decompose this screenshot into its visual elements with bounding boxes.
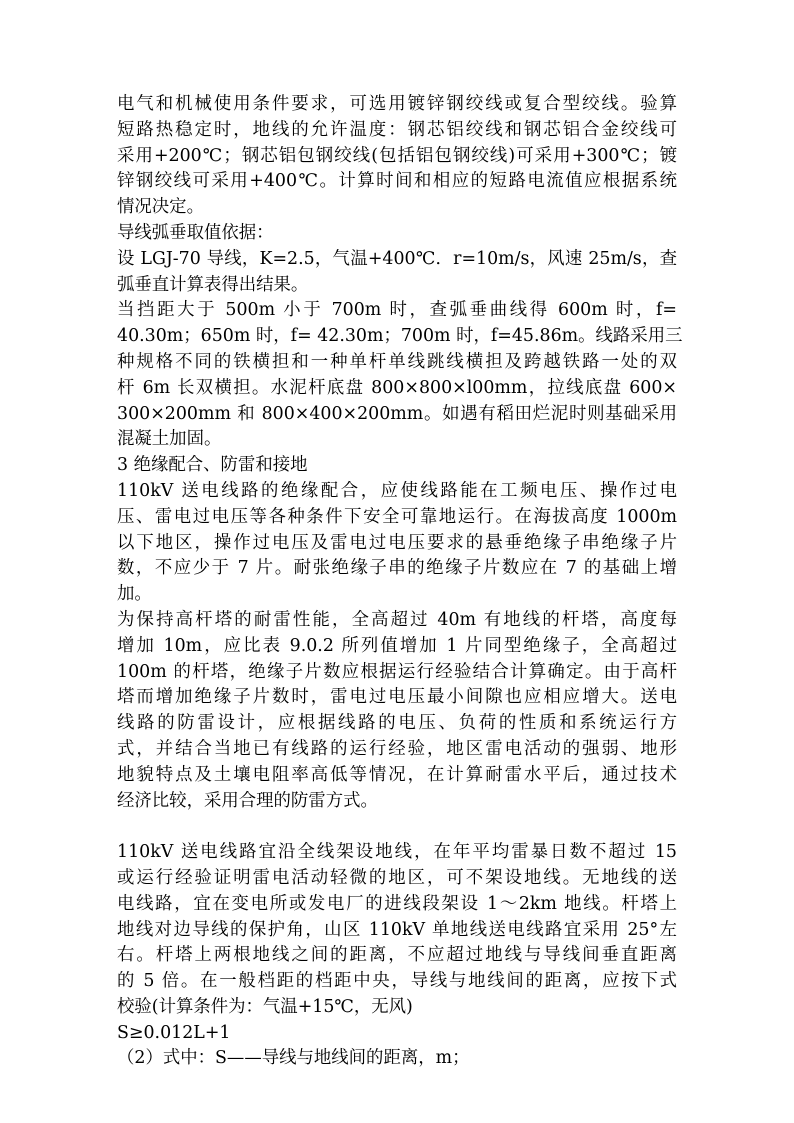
paragraph	[117, 298, 683, 453]
text-line: 为保持高杆塔的耐雷性能，全高超过 40m 有地线的杆塔，高度每	[117, 609, 677, 630]
text-line: 数，不应少于 7 片。耐张绝缘子串的绝缘子片数应在 7 的基础上增	[117, 558, 677, 579]
text-line: 导线弧垂取值依据：	[117, 222, 274, 243]
text-line: 校验(计算条件为：气温+15℃，无风)	[117, 996, 413, 1017]
text-line: 弧垂直计算表得出结果。	[117, 274, 309, 295]
text-line: 右。杆塔上两根地线之间的距离，不应超过地线与导线间垂直距离	[117, 945, 677, 966]
text-line: 300×200mm 和 800×400×200mm。如遇有稻田烂泥时则基础采用	[117, 403, 677, 424]
text-line: 式，并结合当地已有线路的运行经验，地区雷电活动的强弱、地形	[117, 738, 677, 759]
paragraph	[117, 1046, 677, 1072]
text-line: 地线对边导线的保护角，山区 110kV 单地线送电线路宜采用 25°左	[117, 919, 677, 940]
paragraph	[117, 608, 677, 814]
text-line: 以下地区，操作过电压及雷电过电压要求的悬垂绝缘子串绝缘子片	[117, 532, 677, 553]
text-line: 110kV 送电线路的绝缘配合，应使线路能在工频电压、操作过电	[117, 480, 677, 501]
paragraph	[117, 221, 677, 247]
text-line: 40.30m；650m 时，f= 42.30m；700m 时，f=45.86m。线路采用三	[117, 326, 683, 347]
text-line: 情况决定。	[117, 197, 204, 218]
text-line: S≥0.012L+1	[117, 1022, 231, 1043]
paragraph	[117, 1021, 677, 1047]
paragraph	[117, 453, 677, 479]
text-line: 增加 10m，应比表 9.0.2 所列值增加 1 片同型绝缘子，全高超过	[117, 635, 677, 656]
text-line: 110kV 送电线路宜沿全线架设地线，在年平均雷暴日数不超过 15	[117, 842, 677, 863]
text-line: 的 5 倍。在一般档距的档距中央，导线与地线间的距离，应按下式	[117, 971, 677, 992]
paragraph	[117, 479, 677, 608]
paragraph	[117, 92, 677, 221]
text-line: 短路热稳定时，地线的允许温度：钢芯铝绞线和钢芯铝合金绞线可	[117, 119, 677, 140]
text-line: 杆 6m 长双横担。水泥杆底盘 800×800×l00mm，拉线底盘 600×	[117, 377, 677, 398]
text-line: 地貌特点及土壤电阻率高低等情况，在计算耐雷水平后，通过技术	[117, 764, 677, 785]
text-line: 3 绝缘配合、防雷和接地	[117, 455, 308, 476]
text-line: 采用+200℃；钢芯铝包钢绞线(包括铝包钢绞线)可采用+300℃；镀	[117, 145, 677, 166]
text-line: 电气和机械使用条件要求，可选用镀锌钢绞线或复合型绞线。验算	[117, 94, 677, 114]
text-line: （2）式中：S——导线与地线间的距离，m；	[117, 1048, 470, 1069]
text-line: 加。	[117, 584, 152, 605]
text-line: 锌钢绞线可采用+400℃。计算时间和相应的短路电流值应根据系统	[117, 171, 677, 192]
document-body	[117, 92, 683, 1072]
text-line: 混凝土加固。	[117, 429, 222, 450]
text-line: 压、雷电过电压等各种条件下安全可靠地运行。在海拔高度 1000m	[117, 506, 677, 527]
paragraph	[117, 840, 677, 1021]
text-line: 当挡距大于 500m 小于 700m 时，查弧垂曲线得 600m 时，f=	[117, 300, 677, 321]
text-line: 设 LGJ-70 导线，K=2.5，气温+400℃．r=10m/s，风速 25m/s，查	[117, 248, 677, 269]
text-line: 电线路，宜在变电所或发电厂的进线段架设 1～2km 地线。杆塔上	[117, 893, 677, 914]
text-line: 经济比较，采用合理的防雷方式。	[117, 790, 378, 811]
text-line: 种规格不同的铁横担和一种单杆单线跳线横担及跨越铁路一处的双	[117, 351, 677, 372]
text-line: 线路的防雷设计，应根据线路的电压、负荷的性质和系统运行方	[117, 713, 677, 734]
text-line: 或运行经验证明雷电活动轻微的地区，可不架设地线。无地线的送	[117, 867, 677, 888]
text-line: 100m 的杆塔，绝缘子片数应根据运行经验结合计算确定。由于高杆	[117, 661, 677, 682]
paragraph	[117, 247, 677, 299]
text-line: 塔而增加绝缘子片数时，雷电过电压最小间隙也应相应增大。送电	[117, 687, 677, 708]
